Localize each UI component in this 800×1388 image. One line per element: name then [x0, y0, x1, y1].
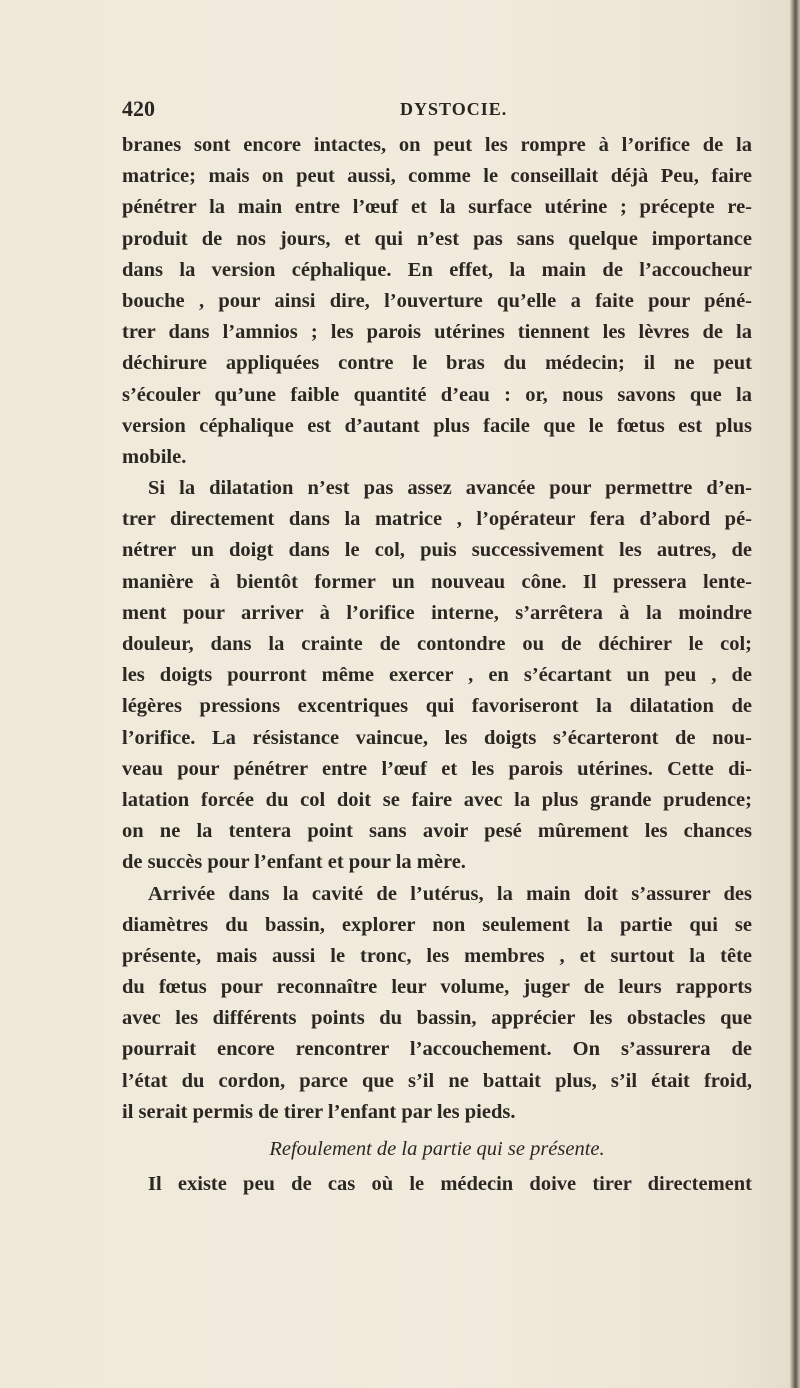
paragraph-start: Il existe peu de cas où le médecin doive tirer directement: [148, 1173, 752, 1196]
text-line: les doigts pourront même exercer , en s’écartant un peu , de: [122, 664, 752, 687]
text-line: produit de nos jours, et qui n’est pas sans quelque importance: [122, 227, 752, 250]
text-line: il serait permis de tirer l’enfant par les pieds.: [122, 1100, 516, 1123]
text-line: légères pressions excentriques qui favoriseront la dilatation de: [122, 695, 752, 718]
text-line: ment pour arriver à l’orifice interne, s’arrêtera à la moindre: [122, 601, 752, 624]
text-line: manière à bientôt former un nouveau cône. Il pressera lente-: [122, 570, 752, 593]
text-line: de succès pour l’enfant et pour la mère.: [122, 851, 466, 874]
text-line: branes sont encore intactes, on peut les rompre à l’orifice de la: [122, 134, 752, 156]
text-line: on ne la tentera point sans avoir pesé mûrement les chances: [122, 820, 752, 843]
text-line: du fœtus pour reconnaître leur volume, juger de leurs rapports: [122, 976, 752, 999]
text-line: l’état du cordon, parce que s’il ne battait plus, s’il était froid,: [122, 1069, 752, 1092]
page-edge-shadow: [790, 0, 800, 1388]
text-line: s’écouler qu’une faible quantité d’eau : or, nous savons que la: [122, 383, 752, 406]
text-line: déchirure appliquées contre le bras du médecin; il ne peut: [122, 352, 752, 375]
text-line: trer directement dans la matrice , l’opérateur fera d’abord pé-: [122, 508, 752, 531]
paragraph-start: Si la dilatation n’est pas assez avancée pour permettre d’en-: [148, 477, 752, 500]
text-line: veau pour pénétrer entre l’œuf et les parois utérines. Cette di-: [122, 757, 752, 780]
text-line: avec les différents points du bassin, apprécier les obstacles que: [122, 1007, 752, 1030]
text-line: l’orifice. La résistance vaincue, les doigts s’écarteront de nou-: [122, 726, 752, 749]
text-line: bouche , pour ainsi dire, l’ouverture qu’elle a faite pour péné-: [122, 289, 752, 312]
text-line: nétrer un doigt dans le col, puis successivement les autres, de: [122, 539, 752, 562]
paragraph-start: Arrivée dans la cavité de l’utérus, la main doit s’assurer des: [148, 882, 752, 905]
text-line: trer dans l’amnios ; les parois utérines tiennent les lèvres de la: [122, 321, 752, 344]
running-head: DYSTOCIE.: [400, 99, 508, 119]
text-line: diamètres du bassin, explorer non seulement la partie qui se: [122, 913, 752, 936]
body-text: [122, 130, 752, 1200]
page-header: [122, 96, 752, 126]
text-line: latation forcée du col doit se faire avec la plus grande prudence;: [122, 788, 752, 811]
text-line: dans la version céphalique. En effet, la main de l’accoucheur: [122, 258, 752, 281]
text-line: présente, mais aussi le tronc, les membres , et surtout la tête: [122, 944, 752, 967]
text-line: matrice; mais on peut aussi, comme le conseillait déjà Peu, faire: [122, 165, 752, 188]
text-line: pourrait encore rencontrer l’accouchement. On s’assurera de: [122, 1038, 752, 1061]
text-line: douleur, dans la crainte de contondre ou de déchirer le col;: [122, 633, 752, 655]
section-heading: Refoulement de la partie qui se présente.: [269, 1138, 605, 1160]
text-line: pénétrer la main entre l’œuf et la surface utérine ; précepte re-: [122, 196, 752, 219]
page-number: 420: [122, 96, 155, 121]
text-line: version céphalique est d’autant plus facile que le fœtus est plus: [122, 414, 752, 437]
text-line: mobile.: [122, 445, 187, 468]
